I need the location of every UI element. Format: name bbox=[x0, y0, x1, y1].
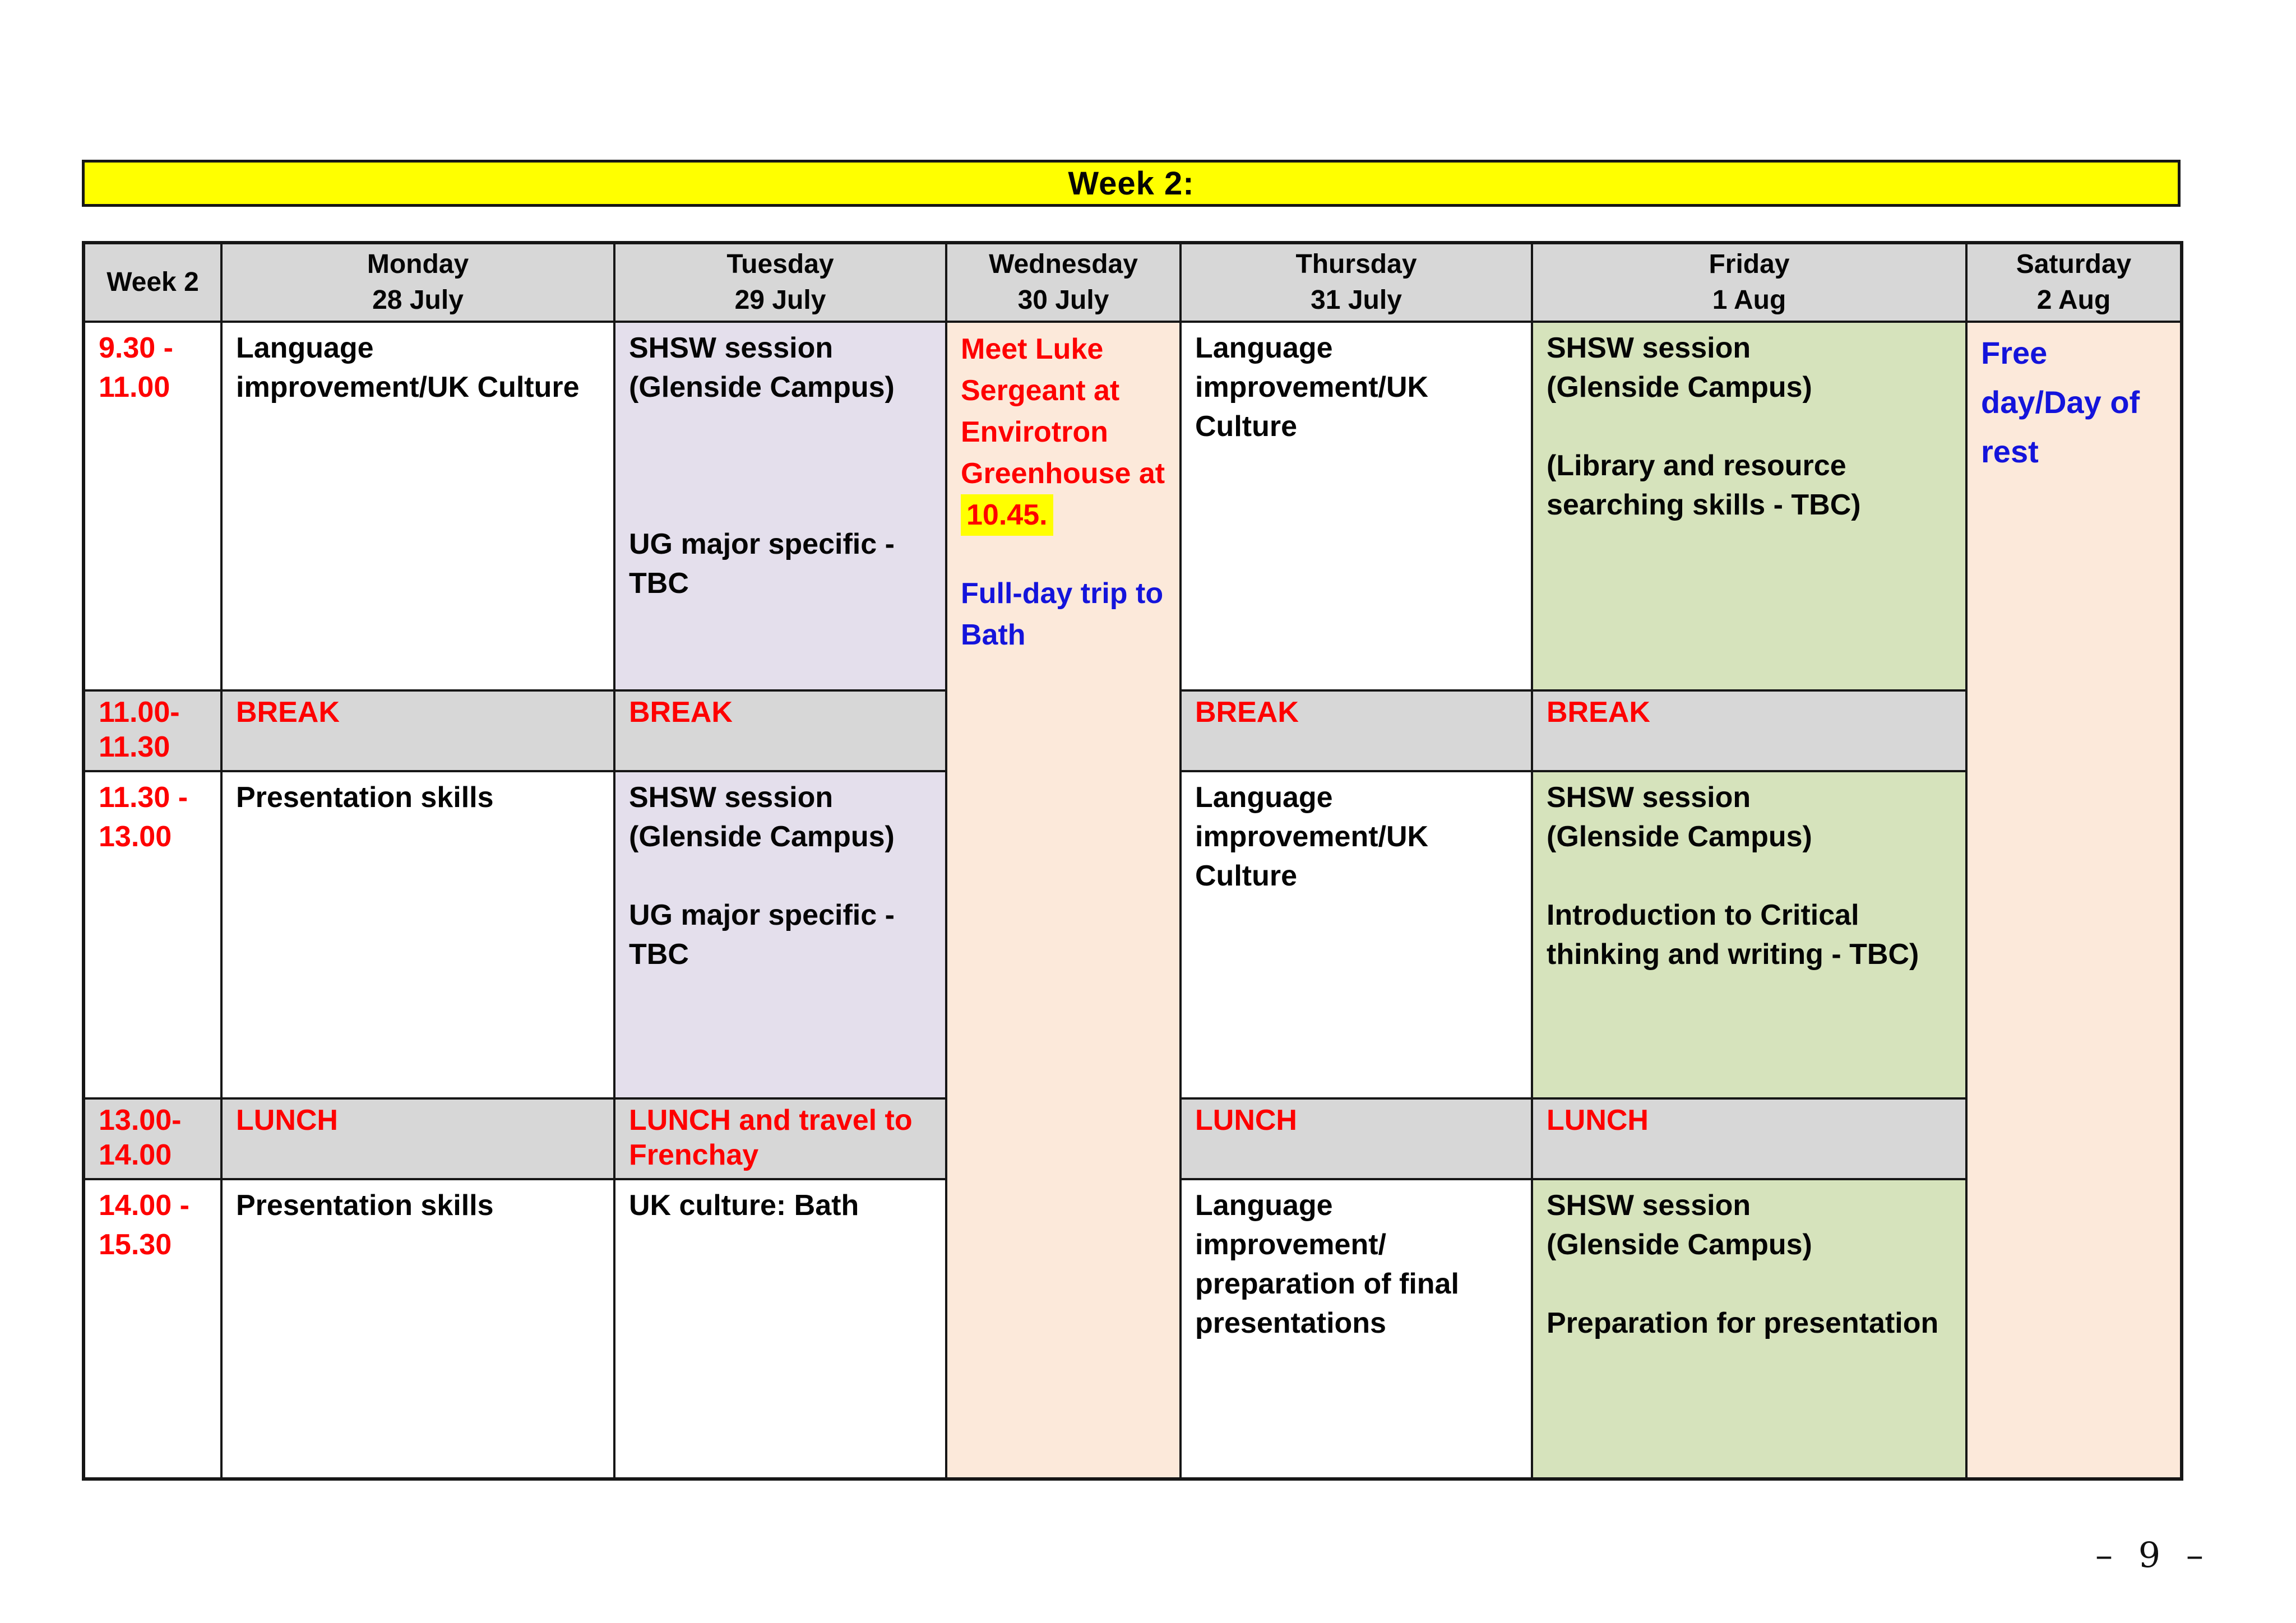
day-date: 29 July bbox=[734, 285, 826, 315]
day-header-friday bbox=[1532, 243, 1966, 322]
trip-note: Full-day trip to Bath bbox=[961, 577, 1164, 651]
cell-friday-break: BREAK bbox=[1532, 690, 1966, 771]
highlighted-time: 10.45. bbox=[961, 494, 1053, 536]
free-day-note: Free day/Day of rest bbox=[1981, 335, 2140, 469]
day-date: 2 Aug bbox=[2036, 285, 2111, 315]
day-name: Tuesday bbox=[726, 249, 834, 279]
cell-wednesday-allday bbox=[946, 322, 1181, 1479]
cell-thursday-break: BREAK bbox=[1181, 690, 1532, 771]
cell-monday-session2: Presentation skills bbox=[221, 771, 614, 1098]
day-header-wednesday bbox=[946, 243, 1181, 322]
cell-friday-session1: SHSW session (Glenside Campus) (Library and resource searching skills - TBC) bbox=[1532, 322, 1966, 690]
day-header-tuesday bbox=[614, 243, 946, 322]
time-slot-session1: 9.30 - 11.00 bbox=[84, 322, 221, 690]
cell-tuesday-break: BREAK bbox=[614, 690, 946, 771]
day-name: Thursday bbox=[1295, 249, 1417, 279]
time-slot-break: 11.00- 11.30 bbox=[84, 690, 221, 771]
meet-notice: Meet Luke Sergeant at Envirotron Greenhouse at bbox=[961, 333, 1165, 490]
day-name: Wednesday bbox=[989, 249, 1138, 279]
time-slot-session3: 14.00 - 15.30 bbox=[84, 1179, 221, 1479]
cell-saturday-allday bbox=[1966, 322, 2182, 1479]
week-banner bbox=[82, 160, 2181, 207]
cell-monday-session3: Presentation skills bbox=[221, 1179, 614, 1479]
day-date: 31 July bbox=[1311, 285, 1402, 315]
cell-monday-break: BREAK bbox=[221, 690, 614, 771]
cell-monday-lunch: LUNCH bbox=[221, 1098, 614, 1179]
cell-friday-session2: SHSW session (Glenside Campus) Introduction to Critical thinking and writing - TBC) bbox=[1532, 771, 1966, 1098]
day-name: Monday bbox=[367, 249, 469, 279]
day-header-monday bbox=[221, 243, 614, 322]
cell-tuesday-session2: SHSW session (Glenside Campus) UG major specific - TBC bbox=[614, 771, 946, 1098]
day-header-thursday bbox=[1181, 243, 1532, 322]
cell-thursday-session2: Language improvement/UK Culture bbox=[1181, 771, 1532, 1098]
cell-friday-lunch: LUNCH bbox=[1532, 1098, 1966, 1179]
corner-header: Week 2 bbox=[84, 243, 221, 322]
cell-monday-session1: Language improvement/UK Culture bbox=[221, 322, 614, 690]
cell-friday-session3: SHSW session (Glenside Campus) Preparation for presentation bbox=[1532, 1179, 1966, 1479]
cell-tuesday-lunch: LUNCH and travel to Frenchay bbox=[614, 1098, 946, 1179]
day-date: 1 Aug bbox=[1712, 285, 1786, 315]
week-banner-title: Week 2: bbox=[1068, 165, 1195, 202]
page-number: – 9 – bbox=[2095, 1534, 2204, 1575]
day-date: 28 July bbox=[372, 285, 464, 315]
time-slot-lunch: 13.00- 14.00 bbox=[84, 1098, 221, 1179]
cell-thursday-session1: Language improvement/UK Culture bbox=[1181, 322, 1532, 690]
cell-tuesday-session1: SHSW session (Glenside Campus) UG major specific - TBC bbox=[614, 322, 946, 690]
day-header-saturday bbox=[1966, 243, 2182, 322]
header-row bbox=[84, 243, 2182, 322]
time-slot-session2: 11.30 - 13.00 bbox=[84, 771, 221, 1098]
day-name: Friday bbox=[1709, 249, 1790, 279]
cell-thursday-lunch: LUNCH bbox=[1181, 1098, 1532, 1179]
schedule-table bbox=[82, 241, 2183, 1481]
cell-thursday-session3: Language improvement/ preparation of final presentations bbox=[1181, 1179, 1532, 1479]
row-session1 bbox=[84, 322, 2182, 690]
day-name: Saturday bbox=[2016, 249, 2132, 279]
spacer bbox=[961, 536, 1166, 573]
cell-tuesday-session3: UK culture: Bath bbox=[614, 1179, 946, 1479]
day-date: 30 July bbox=[1017, 285, 1109, 315]
